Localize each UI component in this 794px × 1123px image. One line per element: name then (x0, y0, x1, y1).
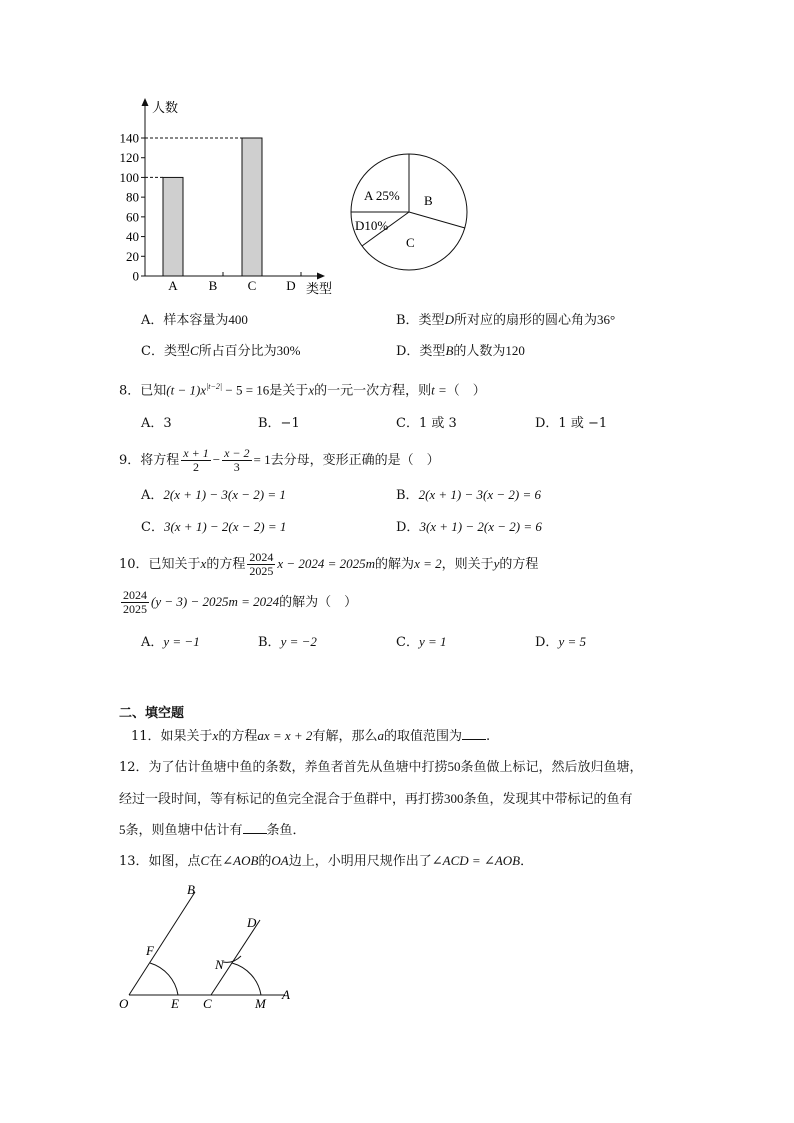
y-tick-label: 140 (119, 130, 139, 146)
y-tick-label: 120 (119, 150, 139, 166)
label-o: O (119, 996, 129, 1011)
q9-stem: 9．将方程 $\frac{x + 1}{2}$ − $\frac{x - 2}{3}$ = 1去分母，变形正确的是（ ） (119, 446, 440, 474)
y-tick-label: 20 (126, 248, 139, 264)
q8-option-d[interactable]: D．1 或 −1 (535, 416, 608, 431)
x-tick-label-b: B (208, 278, 218, 293)
label-n: N (215, 957, 224, 972)
x-tick-label-d: D (286, 278, 296, 293)
pie-chart (344, 150, 474, 274)
y-axis-label: 人数 (152, 100, 179, 115)
q12-answer-blank[interactable] (243, 821, 267, 834)
label-d: D (247, 915, 257, 930)
q10-stem-line2: $\frac{2024}{2025}$ (y − 3) − 2025m = 2024的解为（ ） (123, 588, 358, 616)
pie-label-d: D10% (355, 218, 389, 233)
q12-stem-line2: 经过一段时间，等有标记的鱼完全混合于鱼群中，再打捞300条鱼，发现其中带标记的鱼有 (119, 791, 633, 807)
bar-a (163, 177, 183, 276)
q10-fraction-2: $\frac{2024}{2025}$ (123, 588, 147, 616)
label-m: M (255, 996, 266, 1011)
y-tick-label: 60 (126, 209, 139, 225)
x-axis-arrow (317, 273, 325, 280)
pie-label-c: C (406, 235, 415, 250)
q9-option-b[interactable]: B．2(x + 1) − 3(x − 2) = 6 (396, 487, 542, 503)
q12-stem-line1: 12．为了估计鱼塘中鱼的条数，养鱼者首先从鱼塘中打捞50条鱼做上标记，然后放归鱼塘， (119, 759, 643, 775)
q9-fraction-2: $\frac{x - 2}{3}$ (224, 446, 250, 474)
label-e: E (171, 996, 179, 1011)
section-title-fill-in: 二、填空题 (119, 706, 185, 721)
q12-stem-line3: 5条，则鱼塘中估计有 条鱼． (119, 822, 306, 838)
q7-option-a[interactable]: A．样本容量为400 (141, 312, 248, 328)
q11-stem: 11．如果关于x的方程ax = x + 2有解，那么a的取值范围为 . (131, 728, 491, 744)
label-b: B (187, 882, 195, 897)
x-tick-label-a: A (168, 278, 178, 293)
ray-ob (129, 892, 195, 995)
y-axis-arrow (142, 98, 149, 106)
pie-label-a: A 25% (364, 188, 400, 203)
label-a: A (282, 987, 290, 1002)
pie-label-b: B (424, 193, 433, 208)
q8-option-b[interactable]: B．−1 (258, 416, 300, 431)
q10-option-d[interactable]: D．y = 5 (535, 634, 586, 650)
q7-option-d[interactable]: D．类型B的人数为120 (396, 343, 525, 359)
x-tick-label-c: C (247, 278, 257, 293)
q10-option-c[interactable]: C．y = 1 (396, 634, 447, 650)
label-c: C (203, 996, 212, 1011)
y-tick-label: 0 (132, 268, 139, 284)
q8-option-a[interactable]: A．3 (141, 416, 172, 431)
geometry-figure (115, 880, 305, 1015)
y-tick-label: 100 (119, 169, 139, 185)
q9-option-c[interactable]: C．3(x + 1) − 2(x − 2) = 1 (141, 519, 287, 535)
q8-option-c[interactable]: C．1 或 3 (396, 416, 457, 431)
bar-chart (118, 95, 340, 300)
q13-stem: 13．如图，点C在∠AOB的OA边上，小明用尺规作出了∠ACD = ∠AOB． (119, 853, 534, 869)
y-tick-label: 80 (126, 189, 139, 205)
q11-answer-blank[interactable] (462, 727, 486, 740)
q7-option-b[interactable]: B．类型D所对应的扇形的圆心角为36° (396, 312, 616, 328)
arc-n-mark (223, 956, 241, 962)
q8-stem: 8．已知$(t - 1)x^{|t-2|} - 5 = 16$是关于x的一元一次方程，则t =（ ） (119, 382, 486, 399)
q10-option-b[interactable]: B．y = −2 (258, 634, 317, 650)
x-axis-label: 类型 (306, 281, 333, 296)
q10-stem-line1: 10．已知关于x的方程 $\frac{2024}{2025}$ x − 2024 = 2025m的解为x = 2，则关于y的方程 (119, 550, 539, 578)
q9-option-d[interactable]: D．3(x + 1) − 2(x − 2) = 6 (396, 519, 542, 535)
q9-fraction-1: $\frac{x + 1}{2}$ (183, 446, 209, 474)
q10-fraction-1: $\frac{2024}{2025}$ (249, 550, 274, 578)
bar-c (242, 138, 262, 276)
q10-option-a[interactable]: A．y = −1 (141, 634, 200, 650)
q9-option-a[interactable]: A．2(x + 1) − 3(x − 2) = 1 (141, 487, 286, 503)
y-tick-label: 40 (126, 229, 139, 245)
label-f: F (146, 943, 154, 958)
arc-ef (150, 963, 178, 995)
q7-option-c[interactable]: C．类型C所占百分比为30% (141, 343, 301, 359)
arc-mn (232, 963, 261, 995)
